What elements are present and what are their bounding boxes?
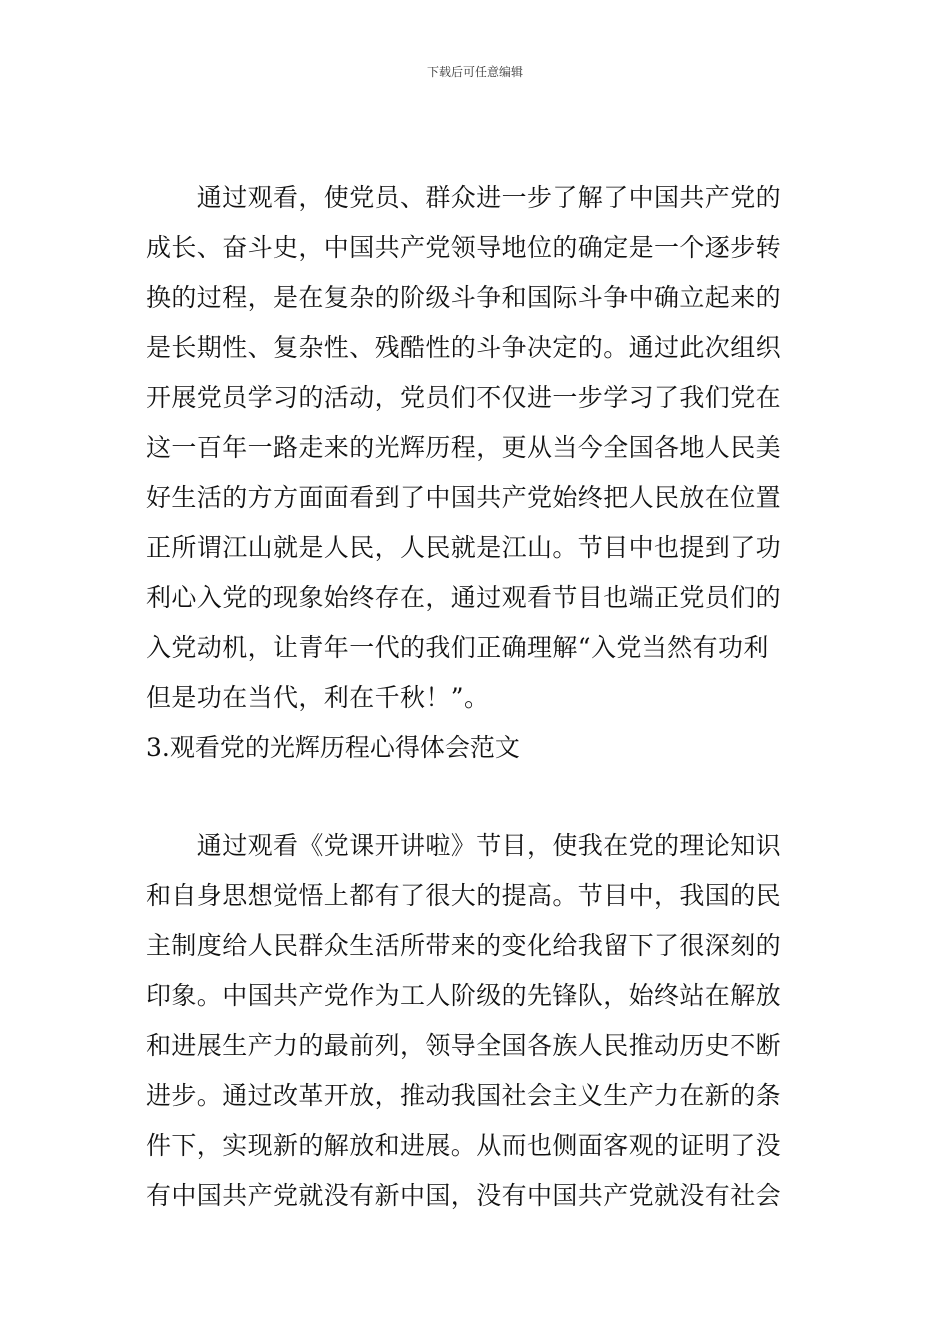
text-line: 成长、奋斗史，中国共产党领导地位的确定是一个逐步转 bbox=[146, 233, 782, 262]
text-line: 是长期性、复杂性、残酷性的斗争决定的。通过此次组织 bbox=[146, 333, 782, 362]
text-line: 进步。通过改革开放，推动我国社会主义生产力在新的条 bbox=[146, 1081, 782, 1110]
text-line: 件下，实现新的解放和进展。从而也侧面客观的证明了没 bbox=[146, 1131, 782, 1160]
text-line: 主制度给人民群众生活所带来的变化给我留下了很深刻的 bbox=[146, 931, 782, 960]
text-line: 开展党员学习的活动，党员们不仅进一步学习了我们党在 bbox=[146, 383, 782, 412]
text-line: 入党动机，让青年一代的我们正确理解“入党当然有功利 bbox=[146, 633, 769, 662]
text-line: 印象。中国共产党作为工人阶级的先锋队，始终站在解放 bbox=[146, 981, 782, 1010]
text-line: 和进展生产力的最前列，领导全国各族人民推动历史不断 bbox=[146, 1031, 782, 1060]
page-header-note: 下载后可任意编辑 bbox=[426, 65, 523, 79]
text-line: 和自身思想觉悟上都有了很大的提高。节目中，我国的民 bbox=[146, 881, 782, 910]
text-line: 换的过程，是在复杂的阶级斗争和国际斗争中确立起来的 bbox=[146, 283, 782, 312]
text-line: 好生活的方方面面看到了中国共产党始终把人民放在位置 bbox=[146, 483, 782, 512]
text-line: 有中国共产党就没有新中国，没有中国共产党就没有社会 bbox=[146, 1181, 782, 1210]
text-line: 这一百年一路走来的光辉历程，更从当今全国各地人民美 bbox=[146, 433, 782, 462]
text-line: 通过观看，使党员、群众进一步了解了中国共产党的 bbox=[146, 183, 782, 212]
text-line: 但是功在当代，利在千秋！”。 bbox=[146, 683, 490, 712]
text-line: 正所谓江山就是人民，人民就是江山。节目中也提到了功 bbox=[146, 533, 782, 562]
section-heading: 3.观看党的光辉历程心得体会范文 bbox=[146, 733, 520, 762]
text-line: 利心入党的现象始终存在，通过观看节目也端正党员们的 bbox=[146, 583, 782, 612]
text-line: 通过观看《党课开讲啦》节目，使我在党的理论知识 bbox=[146, 831, 782, 860]
